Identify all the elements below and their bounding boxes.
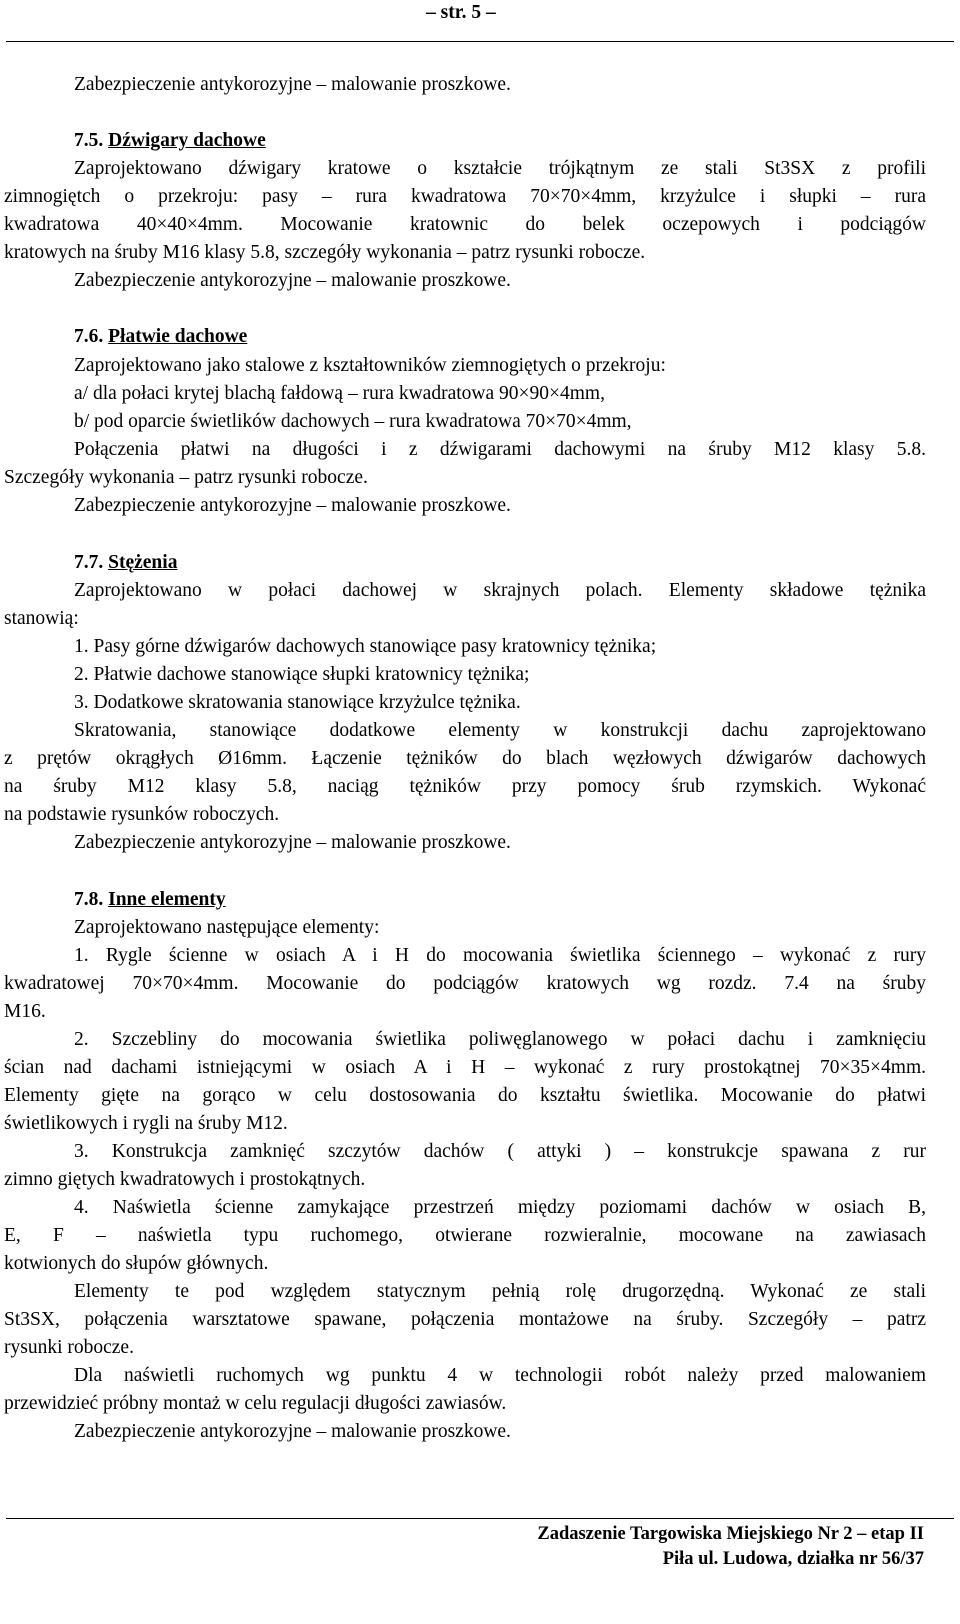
list-item: 3. Dodatkowe skratowania stanowiące krzyżulce tężnika. — [74, 692, 521, 713]
section-heading-7-6 — [74, 326, 247, 348]
paragraph-line: Zaprojektowano w połaci dachowej w skrajnych polach. Elementy składowe tężnika — [74, 580, 926, 601]
paragraph-line: na śruby M12 klasy 5.8, naciąg tężników przy pomocy śrub rzymskich. Wykonać — [4, 776, 926, 797]
paragraph-line: ścian nad dachami istniejącymi w osiach A i H – wykonać z rury prostokątnej 70×35×4mm. — [4, 1057, 926, 1078]
paragraph-line: Dla naświetli ruchomych wg punktu 4 w technologii robót należy przed malowaniem — [74, 1365, 926, 1386]
page-number: – str. 5 – — [426, 2, 496, 23]
section-number: 7.7. — [74, 552, 104, 573]
footer-rule — [6, 1518, 954, 1519]
section-heading-7-5 — [74, 130, 266, 152]
footer-address: Piła ul. Ludowa, działka nr 56/37 — [662, 1549, 924, 1569]
paragraph-line: zimnogiętch o przekroju: pasy – rura kwadratowa 70×70×4mm, krzyżulce i słupki – rura — [4, 186, 926, 207]
paragraph-line: Skratowania, stanowiące dodatkowe elementy w konstrukcji dachu zaprojektowano — [74, 720, 926, 741]
paragraph-line: rysunki robocze. — [4, 1337, 134, 1358]
paragraph-line: Elementy te pod względem statycznym pełnią rolę drugorzędną. Wykonać ze stali — [74, 1281, 926, 1302]
paragraph-line: kratowych na śruby M16 klasy 5.8, szczegóły wykonania – patrz rysunki robocze. — [4, 242, 646, 263]
paragraph-line: E, F – naświetla typu ruchomego, otwierane rozwieralnie, mocowane na zawiasach — [4, 1225, 926, 1246]
list-item: 4. Naświetla ścienne zamykające przestrzeń między poziomami dachów w osiach B, — [74, 1197, 926, 1218]
list-item: b/ pod oparcie świetlików dachowych – rura kwadratowa 70×70×4mm, — [74, 411, 632, 432]
paragraph-line: Zaprojektowano dźwigary kratowe o kształcie trójkątnym ze stali St3SX z profili — [74, 158, 926, 179]
section-title: Dźwigary dachowe — [108, 130, 266, 151]
section-heading-7-7 — [74, 552, 177, 574]
paragraph-line: przewidzieć próbny montaż w celu regulacji długości zawiasów. — [4, 1393, 507, 1414]
paragraph-line: Zaprojektowano następujące elementy: — [74, 917, 380, 938]
paragraph-line: Połączenia płatwi na długości i z dźwigarami dachowymi na śruby M12 klasy 5.8. — [74, 439, 926, 460]
section-number: 7.8. — [74, 889, 104, 910]
paragraph-line: stanowią: — [4, 608, 79, 629]
section-title: Stężenia — [108, 552, 178, 573]
paragraph-line: Elementy gięte na gorąco w celu dostosowania do kształtu świetlika. Mocowanie do płatwi — [4, 1085, 926, 1106]
coating-note: Zabezpieczenie antykorozyjne – malowanie proszkowe. — [74, 495, 511, 516]
coating-note: Zabezpieczenie antykorozyjne – malowanie proszkowe. — [74, 832, 511, 853]
paragraph-line: St3SX, połączenia warsztatowe spawane, połączenia montażowe na śruby. Szczegóły – patrz — [4, 1309, 926, 1330]
header-rule — [6, 41, 954, 42]
paragraph-line: świetlikowych i rygli na śruby M12. — [4, 1113, 288, 1134]
paragraph-line: M16. — [4, 1001, 46, 1022]
paragraph-line: kwadratowa 40×40×4mm. Mocowanie kratownic do belek oczepowych i podciągów — [4, 214, 926, 235]
list-item: 2. Płatwie dachowe stanowiące słupki kratownicy tężnika; — [74, 664, 530, 685]
list-item: 2. Szczebliny do mocowania świetlika poliwęglanowego w połaci dachu i zamknięciu — [74, 1029, 926, 1050]
paragraph-line: kotwionych do słupów głównych. — [4, 1253, 269, 1274]
list-item: a/ dla połaci krytej blachą fałdową – rura kwadratowa 90×90×4mm, — [74, 383, 605, 404]
section-title: Inne elementy — [108, 889, 226, 910]
coating-note: Zabezpieczenie antykorozyjne – malowanie proszkowe. — [74, 74, 511, 95]
section-heading-7-8 — [74, 889, 226, 911]
coating-note: Zabezpieczenie antykorozyjne – malowanie proszkowe. — [74, 1421, 511, 1442]
paragraph-line: z prętów okrągłych Ø16mm. Łączenie tężników do blach węzłowych dźwigarów dachowych — [4, 748, 926, 769]
footer-title: Zadaszenie Targowiska Miejskiego Nr 2 – etap II — [537, 1524, 924, 1544]
section-number: 7.6. — [74, 326, 104, 347]
paragraph-line: Zaprojektowano jako stalowe z kształtowników ziemnogiętych o przekroju: — [74, 355, 666, 376]
paragraph-line: na podstawie rysunków roboczych. — [4, 804, 280, 825]
section-number: 7.5. — [74, 130, 104, 151]
list-item: 1. Rygle ścienne w osiach A i H do mocowania świetlika ściennego – wykonać z rury — [74, 945, 926, 966]
coating-note: Zabezpieczenie antykorozyjne – malowanie proszkowe. — [74, 270, 511, 291]
section-title: Płatwie dachowe — [108, 326, 248, 347]
list-item: 1. Pasy górne dźwigarów dachowych stanowiące pasy kratownicy tężnika; — [74, 636, 657, 657]
paragraph-line: Szczegóły wykonania – patrz rysunki robocze. — [4, 467, 368, 488]
paragraph-line: kwadratowej 70×70×4mm. Mocowanie do podciągów kratowych wg rozdz. 7.4 na śruby — [4, 973, 926, 994]
list-item: 3. Konstrukcja zamknięć szczytów dachów ( attyki ) – konstrukcje spawana z rur — [74, 1141, 926, 1162]
paragraph-line: zimno giętych kwadratowych i prostokątnych. — [4, 1169, 366, 1190]
